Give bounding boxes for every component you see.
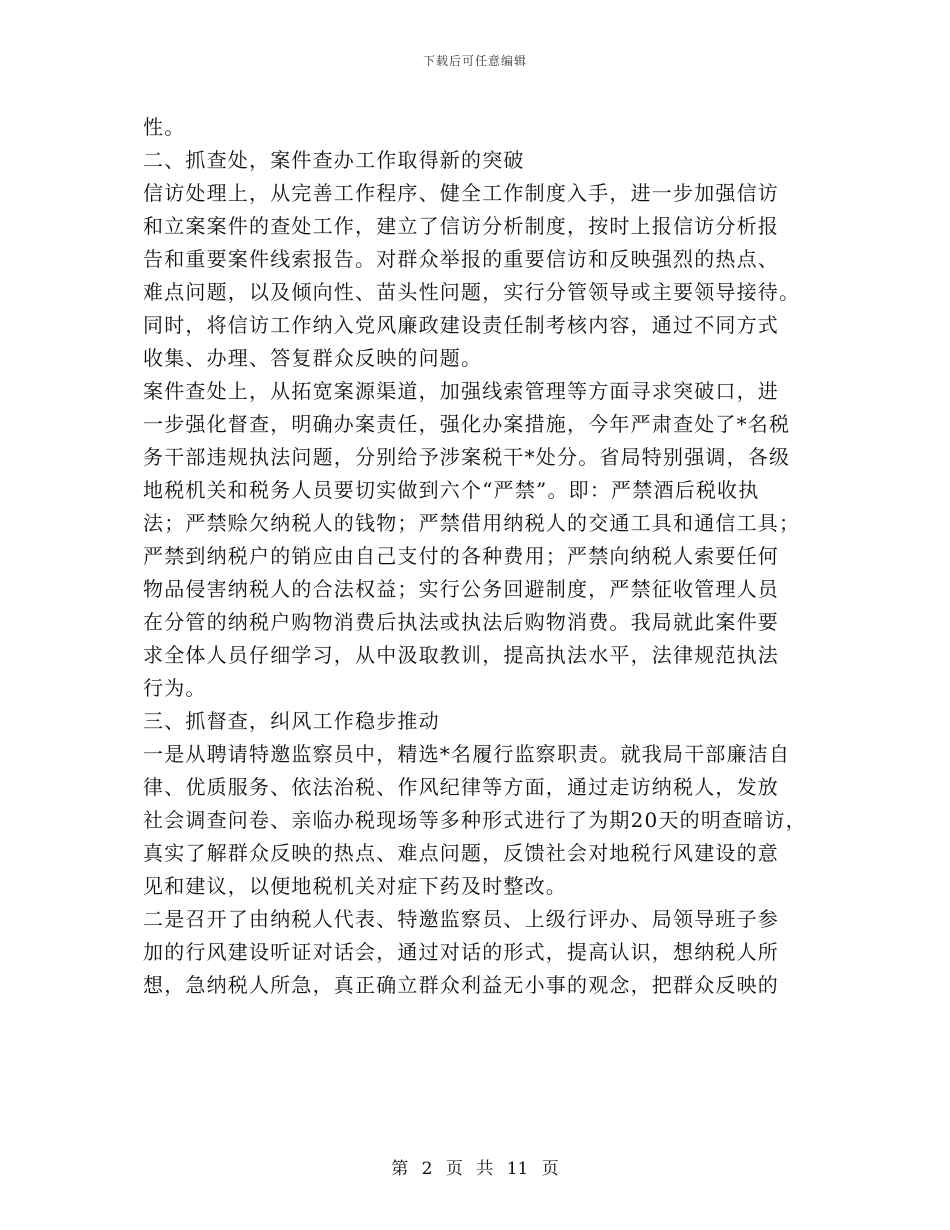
body-line: 收集、办理、答复群众反映的问题。: [143, 346, 483, 370]
body-line: 求全体人员仔细学习，从中汲取教训，提高执法水平，法律规范执法: [143, 643, 779, 667]
body-line: 地税机关和税务人员要切实做到六个“严禁”。即：严禁酒后税收执: [143, 478, 760, 502]
body-line: 难点问题，以及倾向性、苗头性问题，实行分管领导或主要领导接待。: [143, 280, 801, 304]
body-line: 法；严禁赊欠纳税人的钱物；严禁借用纳税人的交通工具和通信工具；: [143, 511, 801, 535]
body-line: 在分管的纳税户购物消费后执法或执法后购物消费。我局就此案件要: [143, 610, 779, 634]
body-line: 想，急纳税人所急，真正确立群众利益无小事的观念，把群众反映的: [143, 973, 779, 997]
body-line: 社会调查问卷、亲临办税现场等多种形式进行了为期20天的明查暗访，: [143, 808, 807, 832]
body-line: 同时，将信访工作纳入党风廉政建设责任制考核内容，通过不同方式: [143, 313, 779, 337]
body-line: 律、优质服务、依法治税、作风纪律等方面，通过走访纳税人，发放: [143, 775, 779, 799]
body-line: 二是召开了由纳税人代表、特邀监察员、上级行评办、局领导班子参: [143, 907, 779, 931]
body-line: 信访处理上，从完善工作程序、健全工作制度入手，进一步加强信访: [143, 181, 779, 205]
page-header: 下载后可任意编辑: [422, 54, 527, 68]
body-line: 和立案案件的查处工作，建立了信访分析制度，按时上报信访分析报: [143, 214, 779, 238]
section-heading: 二、抓查处，案件查办工作取得新的突破: [143, 148, 525, 172]
body-line: 真实了解群众反映的热点、难点问题，反馈社会对地税行风建设的意: [143, 841, 779, 865]
body-line: 案件查处上，从拓宽案源渠道，加强线索管理等方面寻求突破口，进: [143, 379, 779, 403]
body-line: 见和建议，以便地税机关对症下药及时整改。: [143, 874, 567, 898]
body-line: 物品侵害纳税人的合法权益；实行公务回避制度，严禁征收管理人员: [143, 577, 779, 601]
body-line: 务干部违规执法问题，分别给予涉案税干*处分。省局特别强调，各级: [143, 445, 791, 469]
document-body: [143, 111, 813, 1002]
body-line: 加的行风建设听证对话会，通过对话的形式，提高认识，想纳税人所: [143, 940, 779, 964]
body-line: 告和重要案件线索报告。对群众举报的重要信访和反映强烈的热点、: [143, 247, 779, 271]
body-line: 行为。: [143, 676, 207, 700]
page-number: 第 2 页 共 11 页: [391, 1159, 559, 1179]
body-line: 性。: [143, 115, 186, 139]
body-line: 严禁到纳税户的销应由自己支付的各种费用；严禁向纳税人索要任何: [143, 544, 779, 568]
body-line: 一步强化督查，明确办案责任，强化办案措施，今年严肃查处了*名税: [143, 412, 791, 436]
section-heading: 三、抓督查，纠风工作稳步推动: [143, 709, 440, 733]
body-line: 一是从聘请特邀监察员中，精选*名履行监察职责。就我局干部廉洁自: [143, 742, 791, 766]
